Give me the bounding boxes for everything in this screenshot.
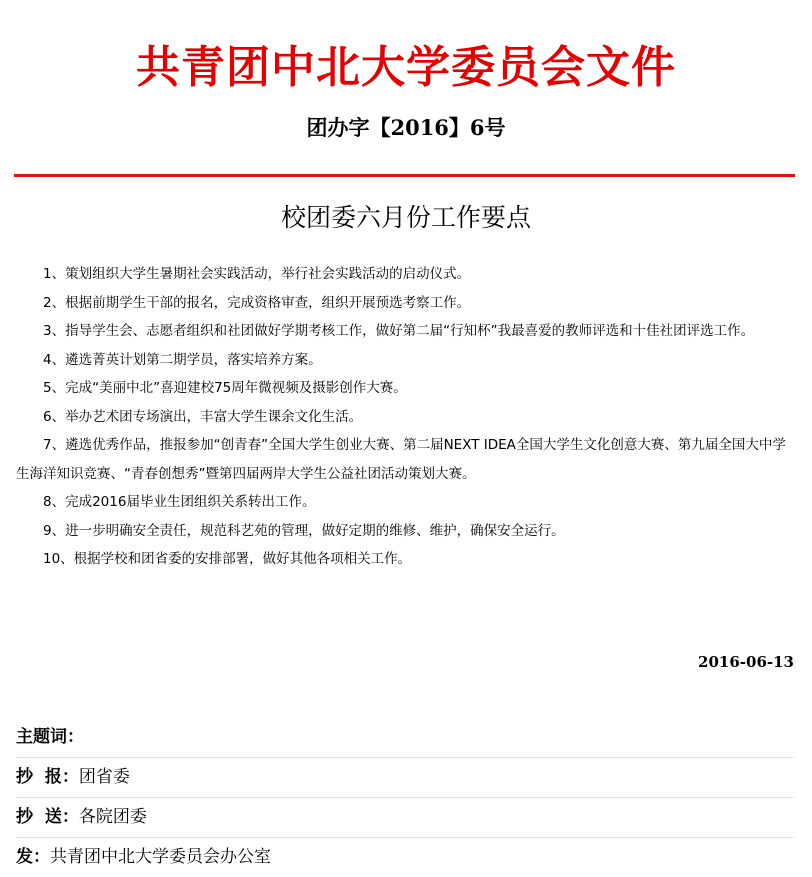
- keywords-label: 主题词：: [16, 727, 84, 747]
- report-to-value: 团省委: [78, 767, 130, 787]
- work-points-list: [16, 260, 794, 574]
- list-item: 5、完成“美丽中北”喜迎建校75周年微视频及摄影创作大赛。: [43, 380, 407, 396]
- copy-to-label: 抄 送：: [16, 807, 79, 827]
- document-date: 2016-06-13: [698, 653, 794, 671]
- list-item: 8、完成2016届毕业生团组织关系转出工作。: [43, 494, 316, 510]
- issued-by-value: 共青团中北大学委员会办公室: [50, 847, 271, 867]
- copy-to-row: [16, 798, 794, 838]
- org-title: 共青团中北大学委员会文件: [136, 42, 676, 93]
- list-item: 2、根据前期学生干部的报名，完成资格审查，组织开展预选考察工作。: [43, 294, 471, 311]
- list-item: 4、遴选菁英计划第二期学员，落实培养方案。: [43, 351, 322, 368]
- list-item: 3、指导学生会、志愿者组织和社团做好学期考核工作，做好第二届“行知杯”我最喜爱的教师评选和十佳社团评选工作。: [43, 323, 755, 339]
- doc-number: 团办字【2016】6号: [306, 115, 506, 140]
- red-divider: [14, 174, 795, 177]
- report-to-label: 抄 报：: [16, 767, 79, 787]
- list-item: 7、遴选优秀作品，推报参加“创青春”全国大学生创业大赛、第二届NEXT IDEA全国大学生文化创意大赛、第九届全国大中学生海洋知识竞赛、“青春创想秀”暨第四届两岸大学生公益社团活动策划大赛。: [16, 437, 786, 482]
- keywords-row: [16, 718, 794, 758]
- report-to-row: [16, 758, 794, 798]
- issued-by-label: 发：: [16, 847, 50, 867]
- list-item: 1、策划组织大学生暑期社会实践活动，举行社会实践活动的启动仪式。: [43, 266, 471, 282]
- issued-by-row: [16, 838, 794, 877]
- copy-to-value: 各院团委: [78, 807, 147, 827]
- list-item: 10、根据学校和团省委的安排部署，做好其他各项相关工作。: [43, 551, 412, 567]
- list-item: 9、进一步明确安全责任，规范科艺苑的管理，做好定期的维修、维护，确保安全运行。: [43, 522, 565, 539]
- document-title: 校团委六月份工作要点: [280, 203, 531, 232]
- list-item: 6、举办艺术团专场演出，丰富大学生课余文化生活。: [43, 408, 363, 425]
